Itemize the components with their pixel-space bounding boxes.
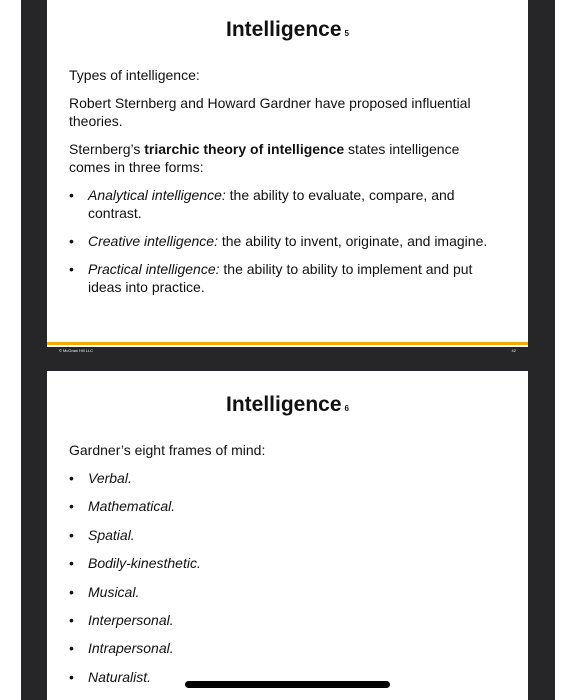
bullet-desc: the ability to invent, originate, and imagine. bbox=[217, 233, 488, 249]
list-item bbox=[69, 526, 498, 544]
slide-1-body bbox=[69, 66, 498, 306]
bullet-icon: • bbox=[69, 233, 74, 249]
home-indicator[interactable] bbox=[185, 681, 390, 688]
list-item bbox=[69, 583, 498, 601]
slide-2-number: 6 bbox=[344, 404, 349, 413]
bullet-text: Spatial. bbox=[88, 526, 135, 543]
bullet-icon: • bbox=[69, 261, 74, 277]
bullet-text: Verbal. bbox=[88, 470, 132, 486]
slide-2-intro: Gardner’s eight frames of mind: bbox=[69, 442, 266, 458]
bullet-icon: • bbox=[69, 583, 74, 600]
slide-2-bullet-list bbox=[69, 469, 498, 686]
slide-1-title bbox=[47, 18, 528, 42]
bullet-text: Musical. bbox=[88, 583, 140, 600]
bullet-text: Bodily-kinesthetic. bbox=[88, 555, 201, 572]
list-item bbox=[69, 611, 498, 629]
slide-footer-bar bbox=[47, 342, 528, 345]
copyright: © McGraw Hill LLC bbox=[59, 348, 94, 353]
list-item bbox=[69, 469, 498, 487]
bullet-term: Creative intelligence: bbox=[88, 233, 218, 249]
list-item bbox=[69, 260, 498, 296]
bullet-icon: • bbox=[69, 498, 74, 515]
p2-after: states intelligence comes in three forms: bbox=[69, 141, 460, 175]
slide-2-body bbox=[69, 441, 498, 696]
slide-page-number: 42 bbox=[511, 348, 516, 353]
p2-before: Sternberg’s bbox=[69, 141, 145, 157]
slide-1-paragraph-1: Robert Sternberg and Howard Gardner have proposed influential theories. bbox=[69, 95, 471, 129]
slide-1-intro: Types of intelligence: bbox=[69, 67, 200, 83]
bullet-icon: • bbox=[69, 470, 74, 486]
bullet-desc: the ability to evaluate, compare, and contrast. bbox=[88, 187, 455, 221]
bullet-term: Analytical intelligence: bbox=[88, 187, 226, 203]
list-item bbox=[69, 186, 498, 222]
bullet-text: Interpersonal. bbox=[88, 611, 174, 628]
bullet-icon: • bbox=[69, 611, 74, 628]
bullet-term: Practical intelligence: bbox=[88, 261, 220, 277]
slide-1-bullet-list bbox=[69, 186, 498, 296]
bullet-icon: • bbox=[69, 668, 74, 685]
bullet-icon: • bbox=[69, 526, 74, 543]
p2-bold: triarchic theory of intelligence bbox=[144, 141, 345, 157]
bullet-icon: • bbox=[69, 555, 74, 572]
bullet-text: Naturalist. bbox=[88, 668, 152, 685]
bullet-icon: • bbox=[69, 187, 74, 203]
slide-1 bbox=[47, 0, 528, 353]
slide-1-title-text: Intelligence bbox=[226, 18, 342, 41]
list-item bbox=[69, 639, 498, 657]
bullet-icon: • bbox=[69, 640, 74, 657]
slide-2-title-text: Intelligence bbox=[226, 393, 342, 416]
slide-2-title bbox=[47, 393, 528, 417]
slide-2 bbox=[47, 371, 528, 700]
bullet-text: Intrapersonal. bbox=[88, 640, 174, 657]
list-item bbox=[69, 232, 498, 250]
bullet-text: Mathematical. bbox=[88, 498, 176, 515]
bullet-desc: the ability to ability to implement and put ideas into practice. bbox=[88, 261, 473, 295]
list-item bbox=[69, 497, 498, 515]
slide-1-number: 5 bbox=[344, 29, 349, 38]
slide-1-paragraph-2 bbox=[69, 140, 498, 176]
list-item bbox=[69, 554, 498, 572]
